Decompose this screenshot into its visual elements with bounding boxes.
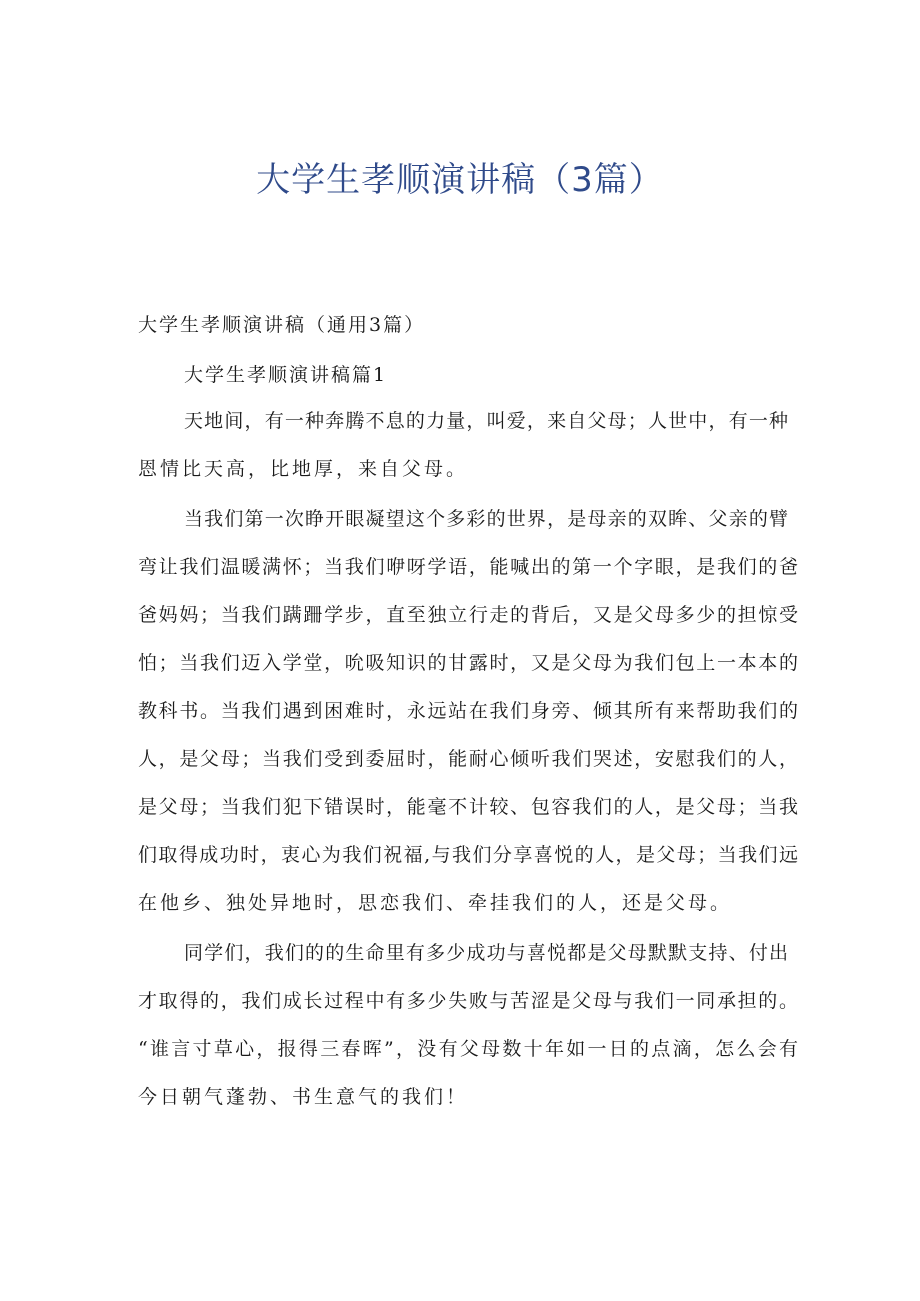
paragraph-3-line-1: 同学们，我们的的生命里有多少成功与喜悦都是父母默默支持、付出: [184, 942, 788, 964]
paragraph-2-line-6: 人，是父母；当我们受到委屈时，能耐心倾听我们哭述，安慰我们的人，: [138, 748, 798, 770]
paragraph-1-line-2: 恩情比天高，比地厚，来自父母。: [138, 458, 469, 480]
paragraph-2-line-9: 在他乡、独处异地时，思恋我们、牵挂我们的人，还是父母。: [138, 892, 733, 914]
section-heading: 大学生孝顺演讲稿篇1: [184, 364, 388, 386]
paragraph-3-line-3: “谁言寸草心，报得三春晖”，没有父母数十年如一日的点滴，怎么会有: [138, 1038, 798, 1060]
document-title: 大学生孝顺演讲稿（3篇）: [256, 160, 664, 200]
paragraph-2-line-7: 是父母；当我们犯下错误时，能毫不计较、包容我们的人，是父母；当我: [138, 796, 798, 818]
document-subtitle: 大学生孝顺演讲稿（通用3篇）: [138, 314, 426, 336]
paragraph-2-line-8: 们取得成功时，衷心为我们祝福,与我们分享喜悦的人，是父母；当我们远: [138, 844, 798, 866]
paragraph-3-line-4: 今日朝气蓬勃、书生意气的我们！: [138, 1086, 469, 1108]
paragraph-3-line-2: 才取得的，我们成长过程中有多少失败与苦涩是父母与我们一同承担的。: [138, 990, 798, 1012]
paragraph-2-line-2: 弯让我们温暖满怀；当我们咿呀学语，能喊出的第一个字眼，是我们的爸: [138, 556, 798, 578]
paragraph-2-line-5: 教科书。当我们遇到困难时，永远站在我们身旁、倾其所有来帮助我们的: [138, 700, 798, 722]
paragraph-2-line-4: 怕；当我们迈入学堂，吮吸知识的甘露时，又是父母为我们包上一本本的: [138, 652, 798, 674]
paragraph-2-line-3: 爸妈妈；当我们蹒跚学步，直至独立行走的背后，又是父母多少的担惊受: [138, 604, 798, 626]
paragraph-1-line-1: 天地间，有一种奔腾不息的力量，叫爱，来自父母；人世中，有一种: [184, 410, 788, 432]
paragraph-2-line-1: 当我们第一次睁开眼凝望这个多彩的世界，是母亲的双眸、父亲的臂: [184, 508, 788, 530]
